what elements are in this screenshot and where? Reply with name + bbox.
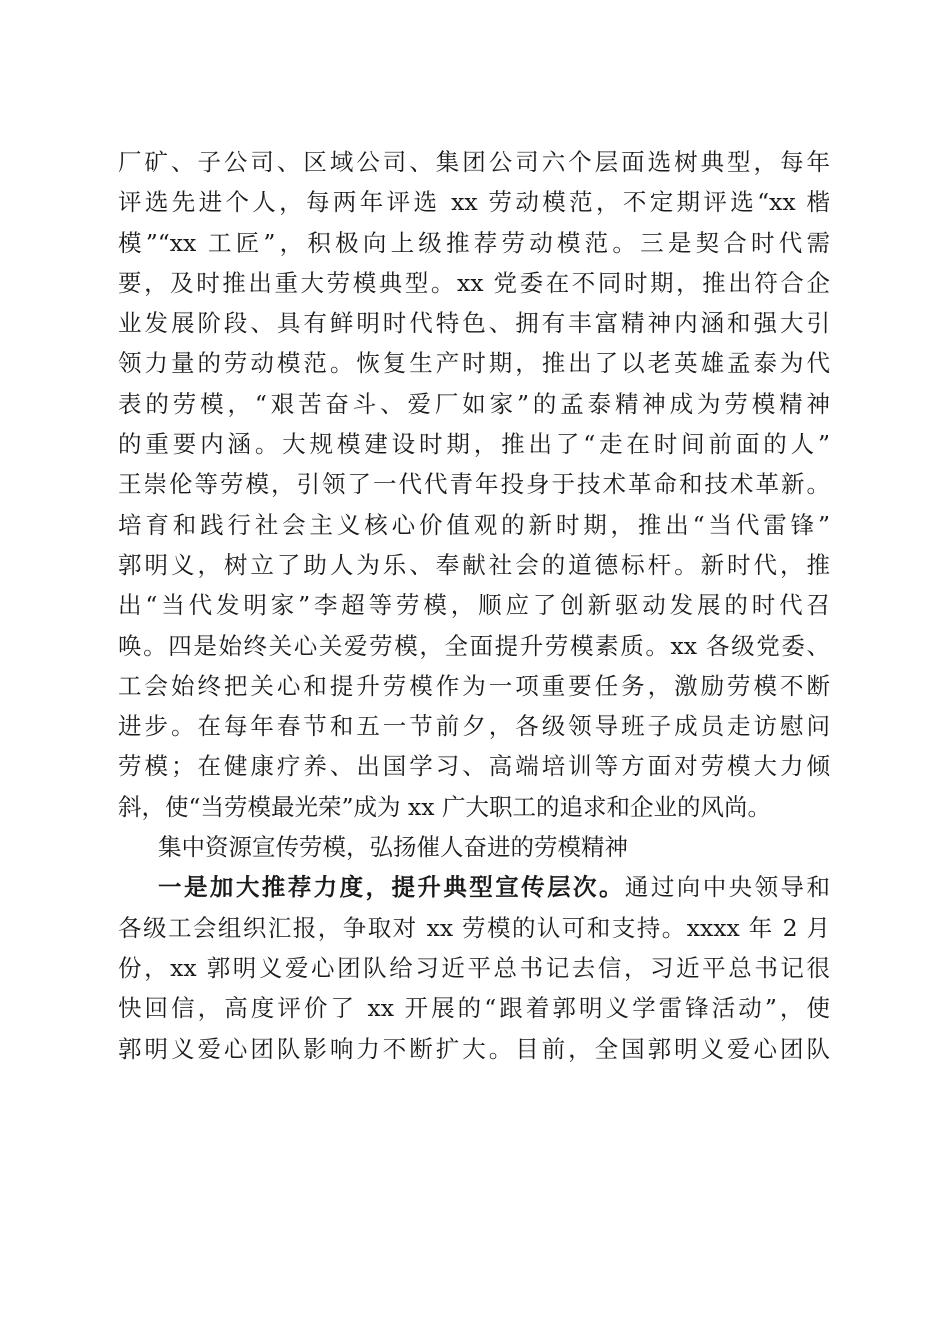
text-line: 厂矿、子公司、区域公司、集团公司六个层面选树典型，每年 <box>118 148 830 176</box>
text-line: 表的劳模，“艰苦奋斗、爱厂如家”的孟泰精神成为劳模精神 <box>118 389 830 418</box>
text-line: 唤。四是始终关心关爱劳模，全面提升劳模素质。xx 各级党委、 <box>118 631 830 660</box>
text-line: 培育和践行社会主义核心价值观的新时期，推出“当代雷锋” <box>118 510 830 539</box>
text-line: 工会始终把关心和提升劳模作为一项重要任务，激励劳模不断 <box>118 671 830 700</box>
bold-lead-sentence: 一是加大推荐力度，提升典型宣传层次。 <box>158 873 625 902</box>
text-line: 业发展阶段、具有鲜明时代特色、拥有丰富精神内涵和强大引 <box>118 309 830 338</box>
text-line: 劳模；在健康疗养、出国学习、高端培训等方面对劳模大力倾 <box>118 752 830 781</box>
text-line: 领力量的劳动模范。恢复生产时期，推出了以老英雄孟泰为代 <box>118 349 830 378</box>
text-line: 郭明义爱心团队影响力不断扩大。目前，全国郭明义爱心团队 <box>118 1034 830 1063</box>
document-body <box>118 142 830 1069</box>
text-line <box>118 867 830 907</box>
text-line: 各级工会组织汇报，争取对 xx 劳模的认可和支持。xxxx 年 2 月 <box>118 913 830 942</box>
text-line: 郭明义，树立了助人为乐、奉献社会的道德标杆。新时代，推 <box>118 550 830 579</box>
text-line: 快回信，高度评价了 xx 开展的“跟着郭明义学雷锋活动”，使 <box>118 994 830 1023</box>
paragraph <box>118 867 830 1068</box>
text-run: 通过向中央领导和 <box>624 873 831 902</box>
text-line: 模”“xx 工匠”，积极向上级推荐劳动模范。三是契合时代需 <box>118 228 830 257</box>
text-line: 出“当代发明家”李超等劳模，顺应了创新驱动发展的时代召 <box>118 591 830 620</box>
text-line: 斜，使“当劳模最光荣”成为 xx 广大职工的追求和企业的风尚。 <box>118 792 771 821</box>
text-line: 的重要内涵。大规模建设时期，推出了“走在时间前面的人” <box>118 430 830 459</box>
text-line: 进步。在每年春节和五一节前夕，各级领导班子成员走访慰问 <box>118 712 830 741</box>
text-line: 王崇伦等劳模，引领了一代代青年投身于技术革命和技术革新。 <box>118 470 830 499</box>
section-heading: 集中资源宣传劳模，弘扬催人奋进的劳模精神 <box>158 833 628 862</box>
text-line: 评选先进个人，每两年评选 xx 劳动模范，不定期评选“xx 楷 <box>118 188 830 217</box>
paragraph-continued <box>118 142 830 827</box>
text-line: 要，及时推出重大劳模典型。xx 党委在不同时期，推出符合企 <box>118 268 830 297</box>
text-line: 份，xx 郭明义爱心团队给习近平总书记去信，习近平总书记很 <box>118 953 830 982</box>
